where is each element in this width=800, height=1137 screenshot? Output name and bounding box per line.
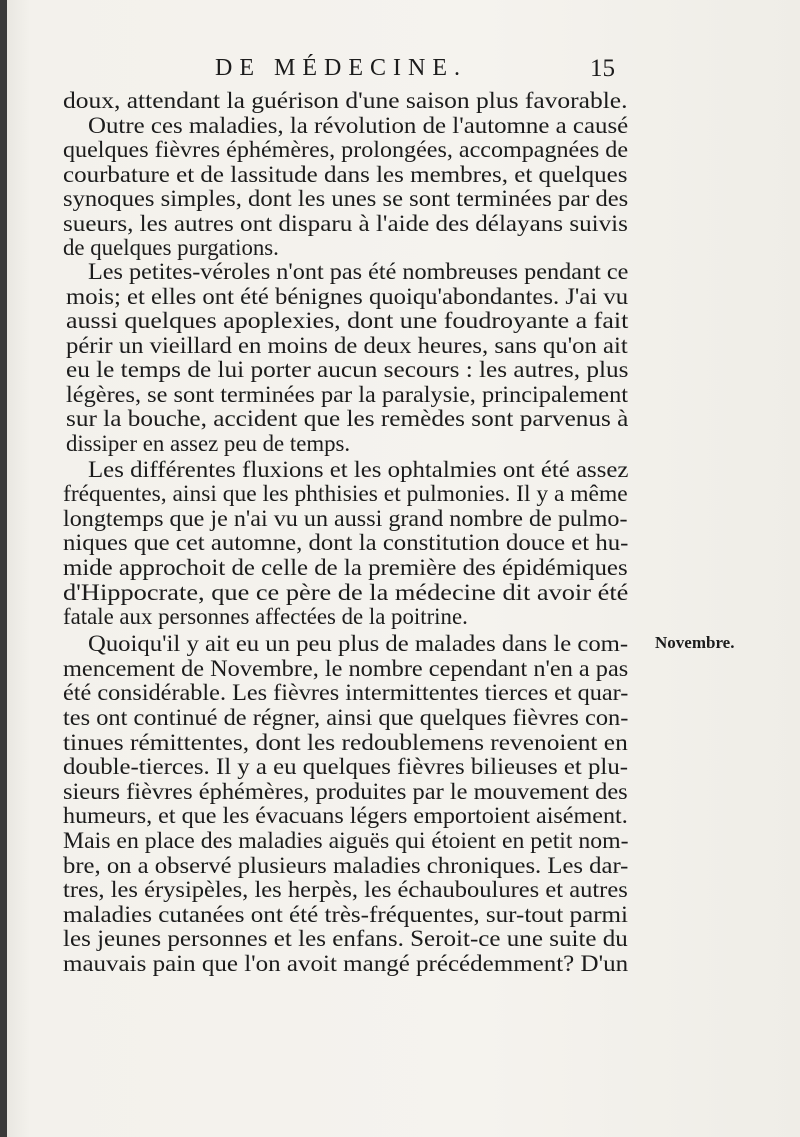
text-line: tes ont continué de régner, ainsi que quelques fièvres con- xyxy=(63,705,629,731)
text-line: doux, attendant la guérison d'une saison plus favorable. xyxy=(63,88,628,114)
text-line: synoques simples, dont les unes se sont terminées par des xyxy=(63,186,629,212)
text-line: courbature et de lassitude dans les membres, et quelques xyxy=(63,162,628,188)
text-line: périr un vieillard en moins de deux heures, sans qu'on ait xyxy=(66,333,628,359)
text-line: humeurs, et que les évacuans légers emportoient aisément. xyxy=(63,803,628,829)
text-line: sur la bouche, accident que les remèdes sont parvenus à xyxy=(66,406,629,432)
text-line: Quoiqu'il y ait eu un peu plus de malades dans le com- xyxy=(88,631,629,657)
text-line: tinues rémittentes, dont les redoublemens revenoient en xyxy=(63,730,628,756)
page-edge-shadow xyxy=(0,0,7,1137)
page-header xyxy=(0,55,800,89)
text-line: légères, se sont terminées par la paralysie, principalement xyxy=(66,382,629,408)
text-line: bre, on a observé plusieurs maladies chroniques. Les dar- xyxy=(63,853,629,879)
text-line: quelques fièvres éphémères, prolongées, accompagnées de xyxy=(63,137,629,163)
text-line: Les différentes fluxions et les ophtalmies ont été assez xyxy=(88,457,629,483)
text-line: mois; et elles ont été bénignes quoiqu'abondantes. J'ai vu xyxy=(66,284,629,310)
text-line: sieurs fièvres éphémères, produites par le mouvement des xyxy=(63,779,628,805)
text-line: Outre ces maladies, la révolution de l'automne a causé xyxy=(88,113,629,139)
text-line: été considérable. Les fièvres intermittentes tierces et quar- xyxy=(63,680,629,706)
text-line: longtemps que je n'ai vu un aussi grand nombre de pulmo- xyxy=(63,506,628,532)
text-line: mencement de Novembre, le nombre cependant n'en a pas xyxy=(63,656,629,682)
text-line: Les petites-véroles n'ont pas été nombreuses pendant ce xyxy=(88,259,629,285)
text-line: maladies cutanées ont été très-fréquentes, sur-tout parmi xyxy=(63,902,628,928)
text-line: de quelques purgations. xyxy=(63,235,279,261)
text-line: aussi quelques apoplexies, dont une foudroyante a fait xyxy=(66,308,629,334)
text-line: sueurs, les autres ont disparu à l'aide des délayans suivis xyxy=(63,211,628,237)
margin-note: Novembre. xyxy=(655,633,735,652)
text-line: fatale aux personnes affectées de la poitrine. xyxy=(63,604,468,630)
text-line: dissiper en assez peu de temps. xyxy=(66,431,351,457)
text-line: tres, les érysipèles, les herpès, les échauboulures et autres xyxy=(63,877,628,903)
text-line: double-tierces. Il y a eu quelques fièvres bilieuses et plu- xyxy=(63,754,628,780)
text-line: mide approchoit de celle de la première des épidémiques xyxy=(63,555,628,581)
running-head: DE MÉDECINE. xyxy=(215,55,467,81)
page-number: 15 xyxy=(590,55,615,82)
text-line: eu le temps de lui porter aucun secours : les autres, plus xyxy=(66,357,629,383)
text-line: d'Hippocrate, que ce père de la médecine dit avoir été xyxy=(63,580,629,606)
text-line: Mais en place des maladies aiguës qui étoient en petit nom- xyxy=(63,828,629,854)
text-line: fréquentes, ainsi que les phthisies et pulmonies. Il y a même xyxy=(63,481,628,507)
text-line: les jeunes personnes et les enfans. Seroit-ce une suite du xyxy=(63,926,628,952)
text-line: niques que cet automne, dont la constitution douce et hu- xyxy=(63,530,629,556)
text-line: mauvais pain que l'on avoit mangé précédemment? D'un xyxy=(63,951,629,977)
